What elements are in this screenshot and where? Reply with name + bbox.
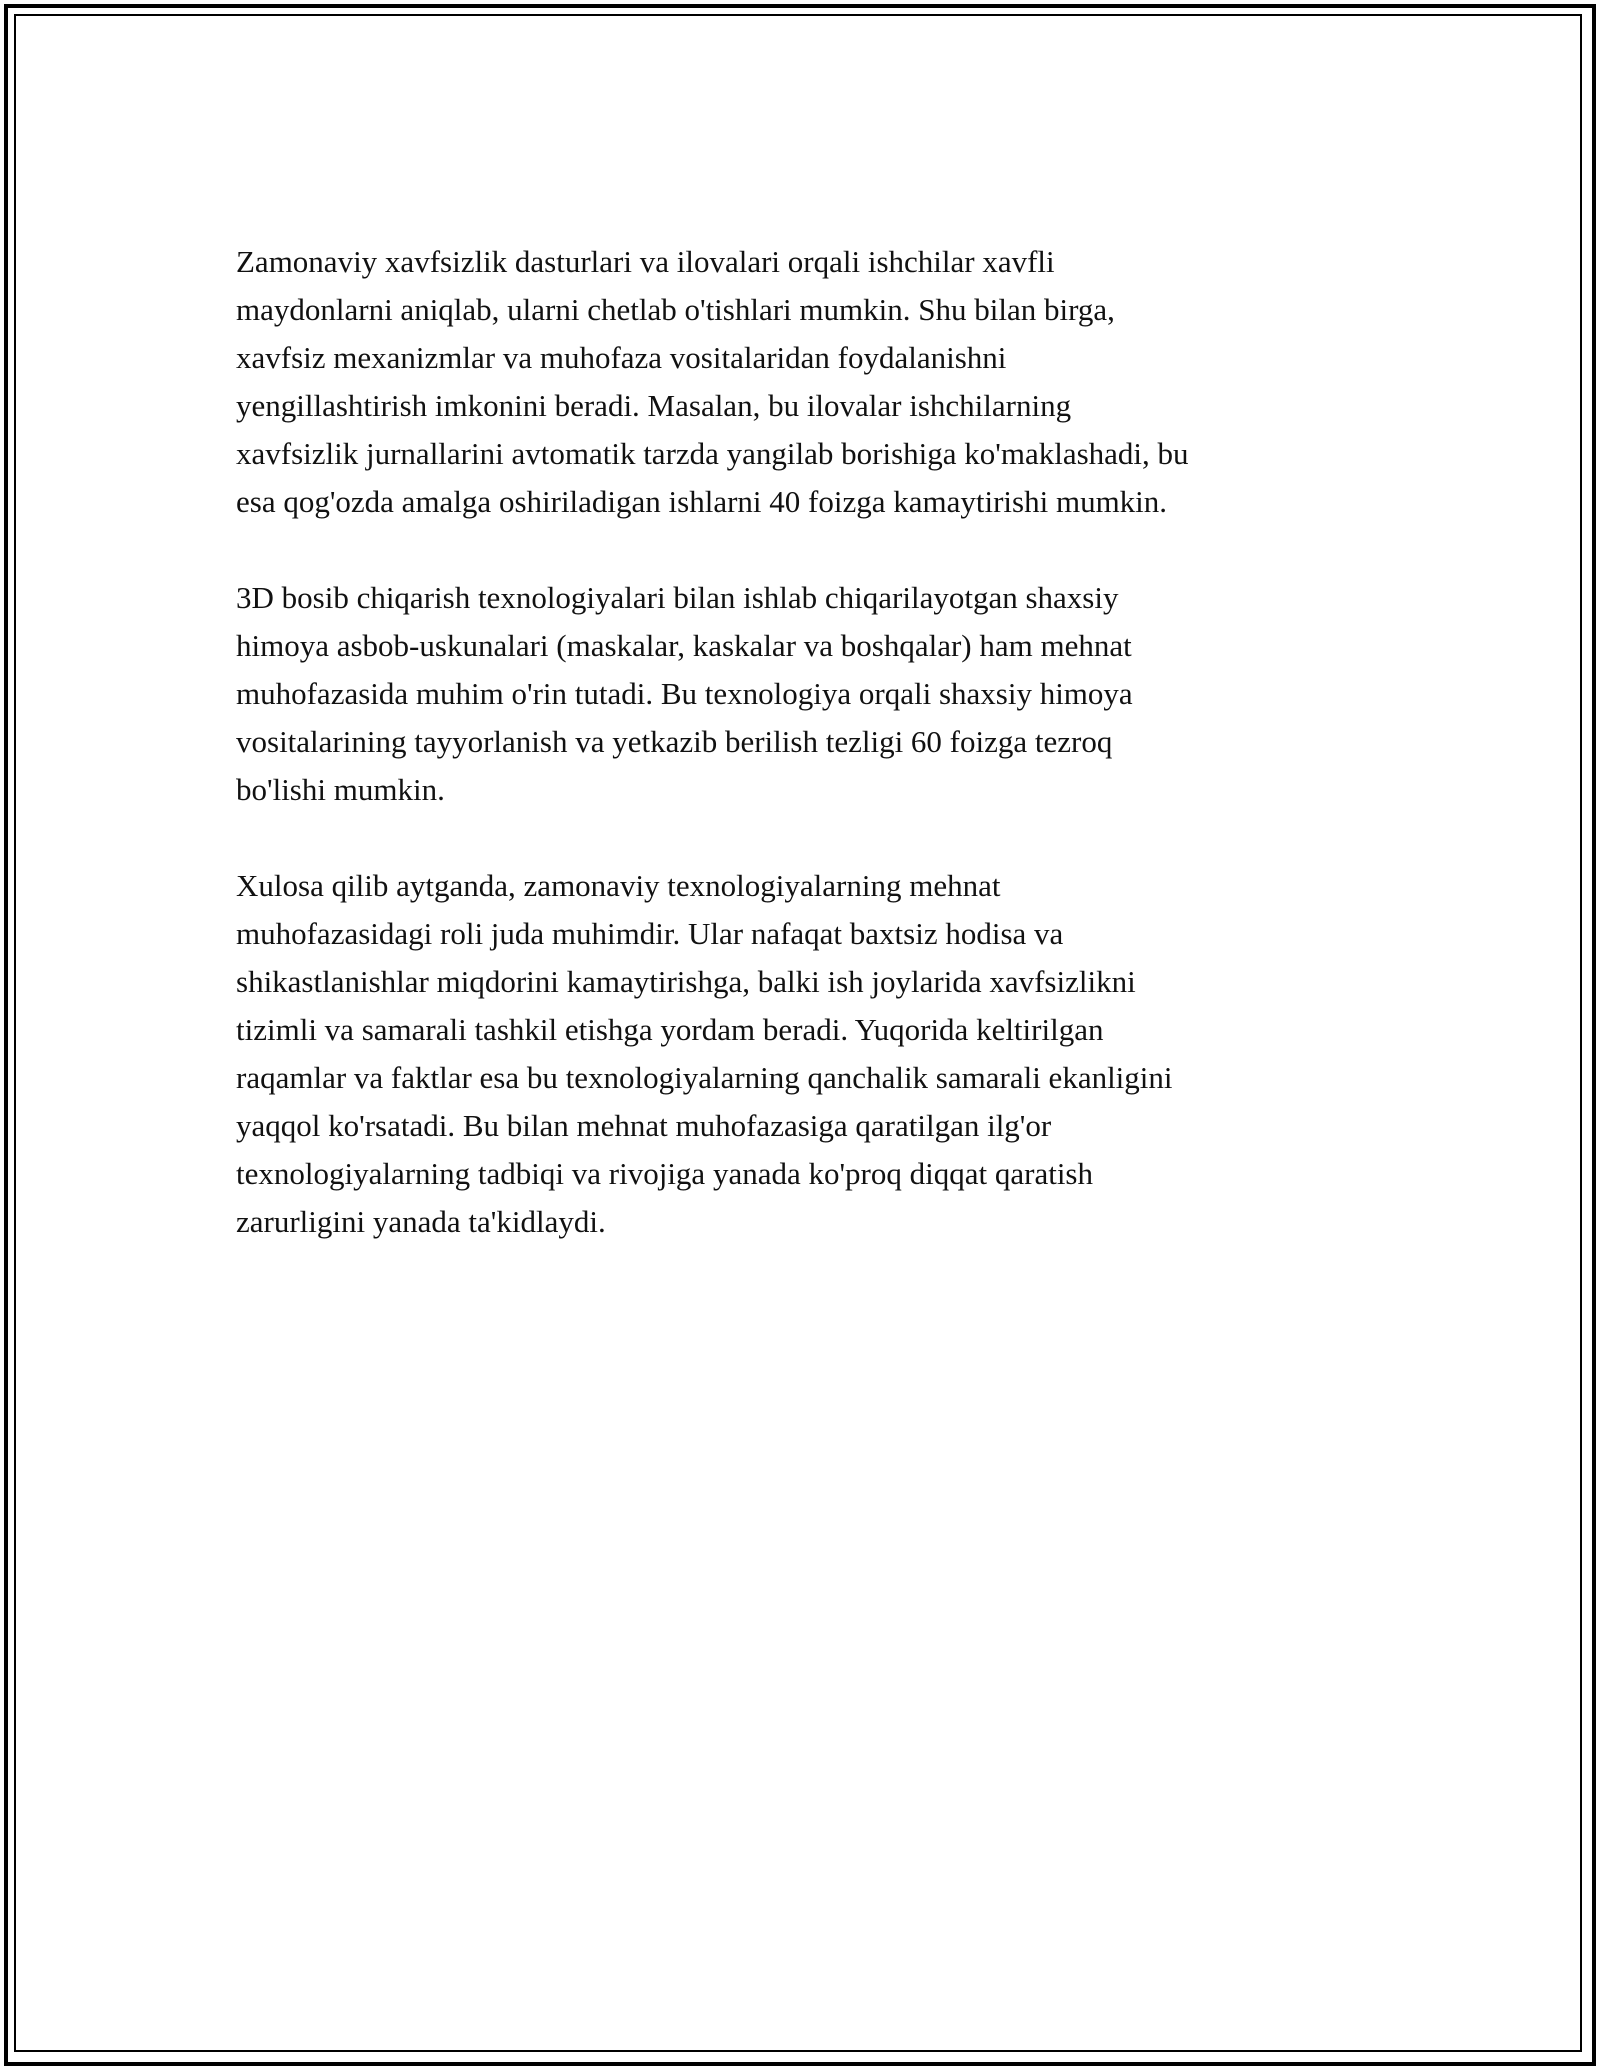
text-line: xavfsiz mexanizmlar va muhofaza vositalaridan foydalanishni xyxy=(236,340,1007,375)
text-line: raqamlar va faktlar esa bu texnologiyalarning qanchalik samarali ekanligini xyxy=(236,1060,1173,1095)
paragraph-1 xyxy=(236,238,1386,526)
paragraph-2 xyxy=(236,574,1386,814)
text-line: Xulosa qilib aytganda, zamonaviy texnologiyalarning mehnat xyxy=(236,868,1001,903)
text-line: maydonlarni aniqlab, ularni chetlab o'tishlari mumkin. Shu bilan birga, xyxy=(236,292,1115,327)
text-line: yengillashtirish imkonini beradi. Masalan, bu ilovalar ishchilarning xyxy=(236,388,1072,423)
text-line: zarurligini yanada ta'kidlaydi. xyxy=(236,1204,606,1239)
text-line: bo'lishi mumkin. xyxy=(236,772,445,807)
text-line: himoya asbob-uskunalari (maskalar, kaskalar va boshqalar) ham mehnat xyxy=(236,628,1132,663)
text-line: muhofazasida muhim o'rin tutadi. Bu texnologiya orqali shaxsiy himoya xyxy=(236,676,1133,711)
text-line: xavfsizlik jurnallarini avtomatik tarzda yangilab borishiga ko'maklashadi, bu xyxy=(236,436,1189,471)
text-line: tizimli va samarali tashkil etishga yordam beradi. Yuqorida keltirilgan xyxy=(236,1012,1104,1047)
text-line: shikastlanishlar miqdorini kamaytirishga, balki ish joylarida xavfsizlikni xyxy=(236,964,1136,999)
text-line: 3D bosib chiqarish texnologiyalari bilan ishlab chiqarilayotgan shaxsiy xyxy=(236,580,1119,615)
text-line: vositalarining tayyorlanish va yetkazib berilish tezligi 60 foizga tezroq xyxy=(236,724,1113,759)
text-line: yaqqol ko'rsatadi. Bu bilan mehnat muhofazasiga qaratilgan ilg'or xyxy=(236,1108,1052,1143)
paragraph-3 xyxy=(236,862,1386,1246)
text-line: muhofazasidagi roli juda muhimdir. Ular nafaqat baxtsiz hodisa va xyxy=(236,916,1064,951)
document-body xyxy=(236,238,1386,1294)
text-line: Zamonaviy xavfsizlik dasturlari va ilovalari orqali ishchilar xavfli xyxy=(236,244,1055,279)
text-line: texnologiyalarning tadbiqi va rivojiga yanada ko'proq diqqat qaratish xyxy=(236,1156,1093,1191)
text-line: esa qog'ozda amalga oshiriladigan ishlarni 40 foizga kamaytirishi mumkin. xyxy=(236,484,1168,519)
